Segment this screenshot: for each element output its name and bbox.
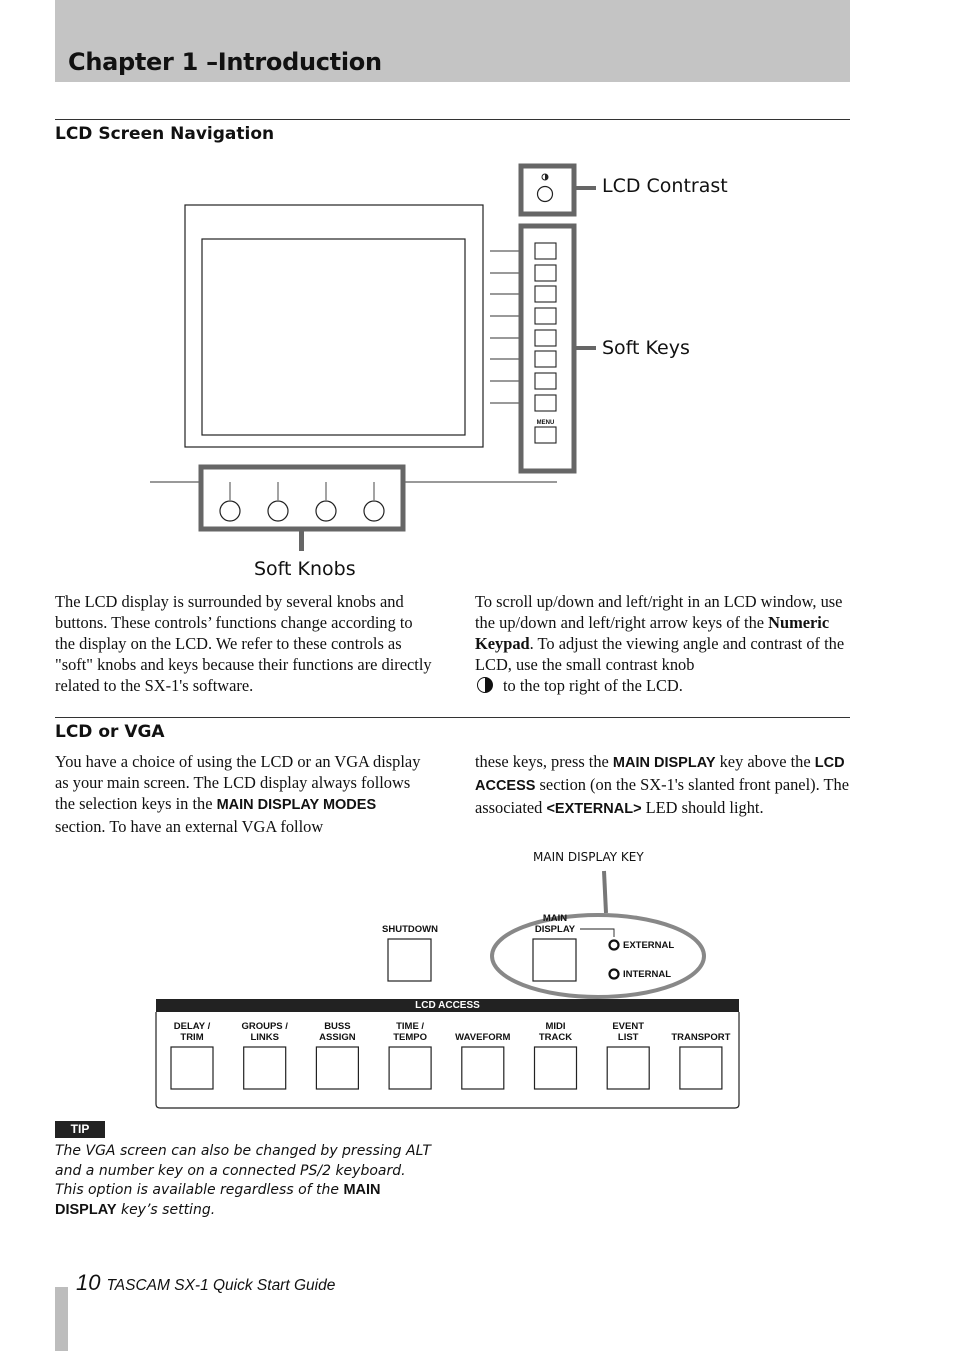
page-footer <box>76 1270 335 1296</box>
lcd-access-key <box>171 1047 213 1089</box>
tip-badge: TIP <box>55 1121 105 1138</box>
contrast-knob <box>538 187 553 202</box>
lcd-access-key-label: DELAY / TRIM <box>173 1021 211 1043</box>
external-led-label: EXTERNAL <box>623 940 675 951</box>
section2-column1-text: You have a choice of using the LCD or an VGA display as your main screen. The LCD display always follows the selection keys in the MAIN DISPLAY MODES section. To have an external VGA follow <box>55 752 421 836</box>
lcd-access-key <box>607 1047 649 1089</box>
label-soft-keys: Soft Keys <box>602 337 690 359</box>
main-display-highlight-ellipse <box>492 915 704 997</box>
main-display-label: MAIN DISPLAY <box>534 913 576 935</box>
page-number: 10 <box>76 1270 101 1295</box>
lcd-bezel <box>185 205 483 447</box>
internal-led-label: INTERNAL <box>623 969 672 980</box>
tip-text: The VGA screen can also be changed by pressing ALT and a number key on a connected PS/2 keyboard. This option is available regardless of the MAIN DISPLAY key’s setting. <box>55 1143 431 1218</box>
lcd-navigation-diagram <box>0 150 954 590</box>
main-display-key <box>533 939 576 981</box>
shutdown-key <box>388 939 431 981</box>
label-soft-knobs: Soft Knobs <box>254 558 356 580</box>
label-lcd-contrast: LCD Contrast <box>602 175 728 197</box>
shutdown-label: SHUTDOWN <box>382 924 438 935</box>
lcd-access-key <box>316 1047 358 1089</box>
lcd-access-key-label: MIDI TRACK <box>538 1021 573 1043</box>
menu-key-label: MENU <box>536 420 555 426</box>
external-led <box>610 941 619 950</box>
section1-column2-text: To scroll up/down and left/right in an LCD window, use the up/down and left/right arrow keys of the Numeric Keypad. To adjust the viewing angle and contrast of the LCD, use the small contrast knob to the top right of the LCD. <box>475 592 845 695</box>
contrast-icon <box>477 677 493 693</box>
section2-column2-text: these keys, press the MAIN DISPLAY key above the LCD ACCESS section (on the SX-1's slanted front panel). The associated <EXTERNAL> LED should light. <box>475 752 849 817</box>
internal-led <box>610 970 619 979</box>
lcd-access-key-label: TIME / TEMPO <box>393 1021 427 1043</box>
lcd-access-key <box>389 1047 431 1089</box>
lcd-access-key-label: GROUPS / LINKS <box>241 1021 288 1043</box>
section-title-lcd-navigation: LCD Screen Navigation <box>55 124 275 144</box>
lcd-access-title: LCD ACCESS <box>415 1000 480 1011</box>
lcd-access-panel-diagram <box>0 840 954 1120</box>
main-display-key-callout: MAIN DISPLAY KEY <box>533 850 644 864</box>
lcd-access-key <box>535 1047 577 1089</box>
lcd-access-key-label: BUSS ASSIGN <box>319 1021 356 1043</box>
section1-column1-text: The LCD display is surrounded by several knobs and buttons. These controls’ functions change according to the display on the LCD. We refer to these controls as "soft" knobs and keys because their functions are directly related to the SX-1's software. <box>55 592 432 695</box>
lcd-access-keys <box>171 1047 722 1089</box>
lcd-access-key <box>244 1047 286 1089</box>
soft-keys <box>535 243 556 443</box>
lcd-access-key-label: TRANSPORT <box>671 1032 731 1043</box>
lcd-access-key <box>680 1047 722 1089</box>
soft-key-leader-lines <box>490 251 520 403</box>
lcd-access-key <box>462 1047 504 1089</box>
chapter-title: Chapter 1 –Introduction <box>68 48 382 76</box>
section-rule <box>55 717 850 718</box>
section-rule <box>55 119 850 120</box>
section-title-lcd-or-vga: LCD or VGA <box>55 722 165 742</box>
lcd-access-key-label: WAVEFORM <box>455 1032 511 1043</box>
footer-bar <box>55 1287 68 1351</box>
guide-title: TASCAM SX-1 Quick Start Guide <box>106 1277 336 1294</box>
lcd-access-key-label: EVENT LIST <box>612 1021 645 1043</box>
lcd-screen <box>202 239 465 435</box>
